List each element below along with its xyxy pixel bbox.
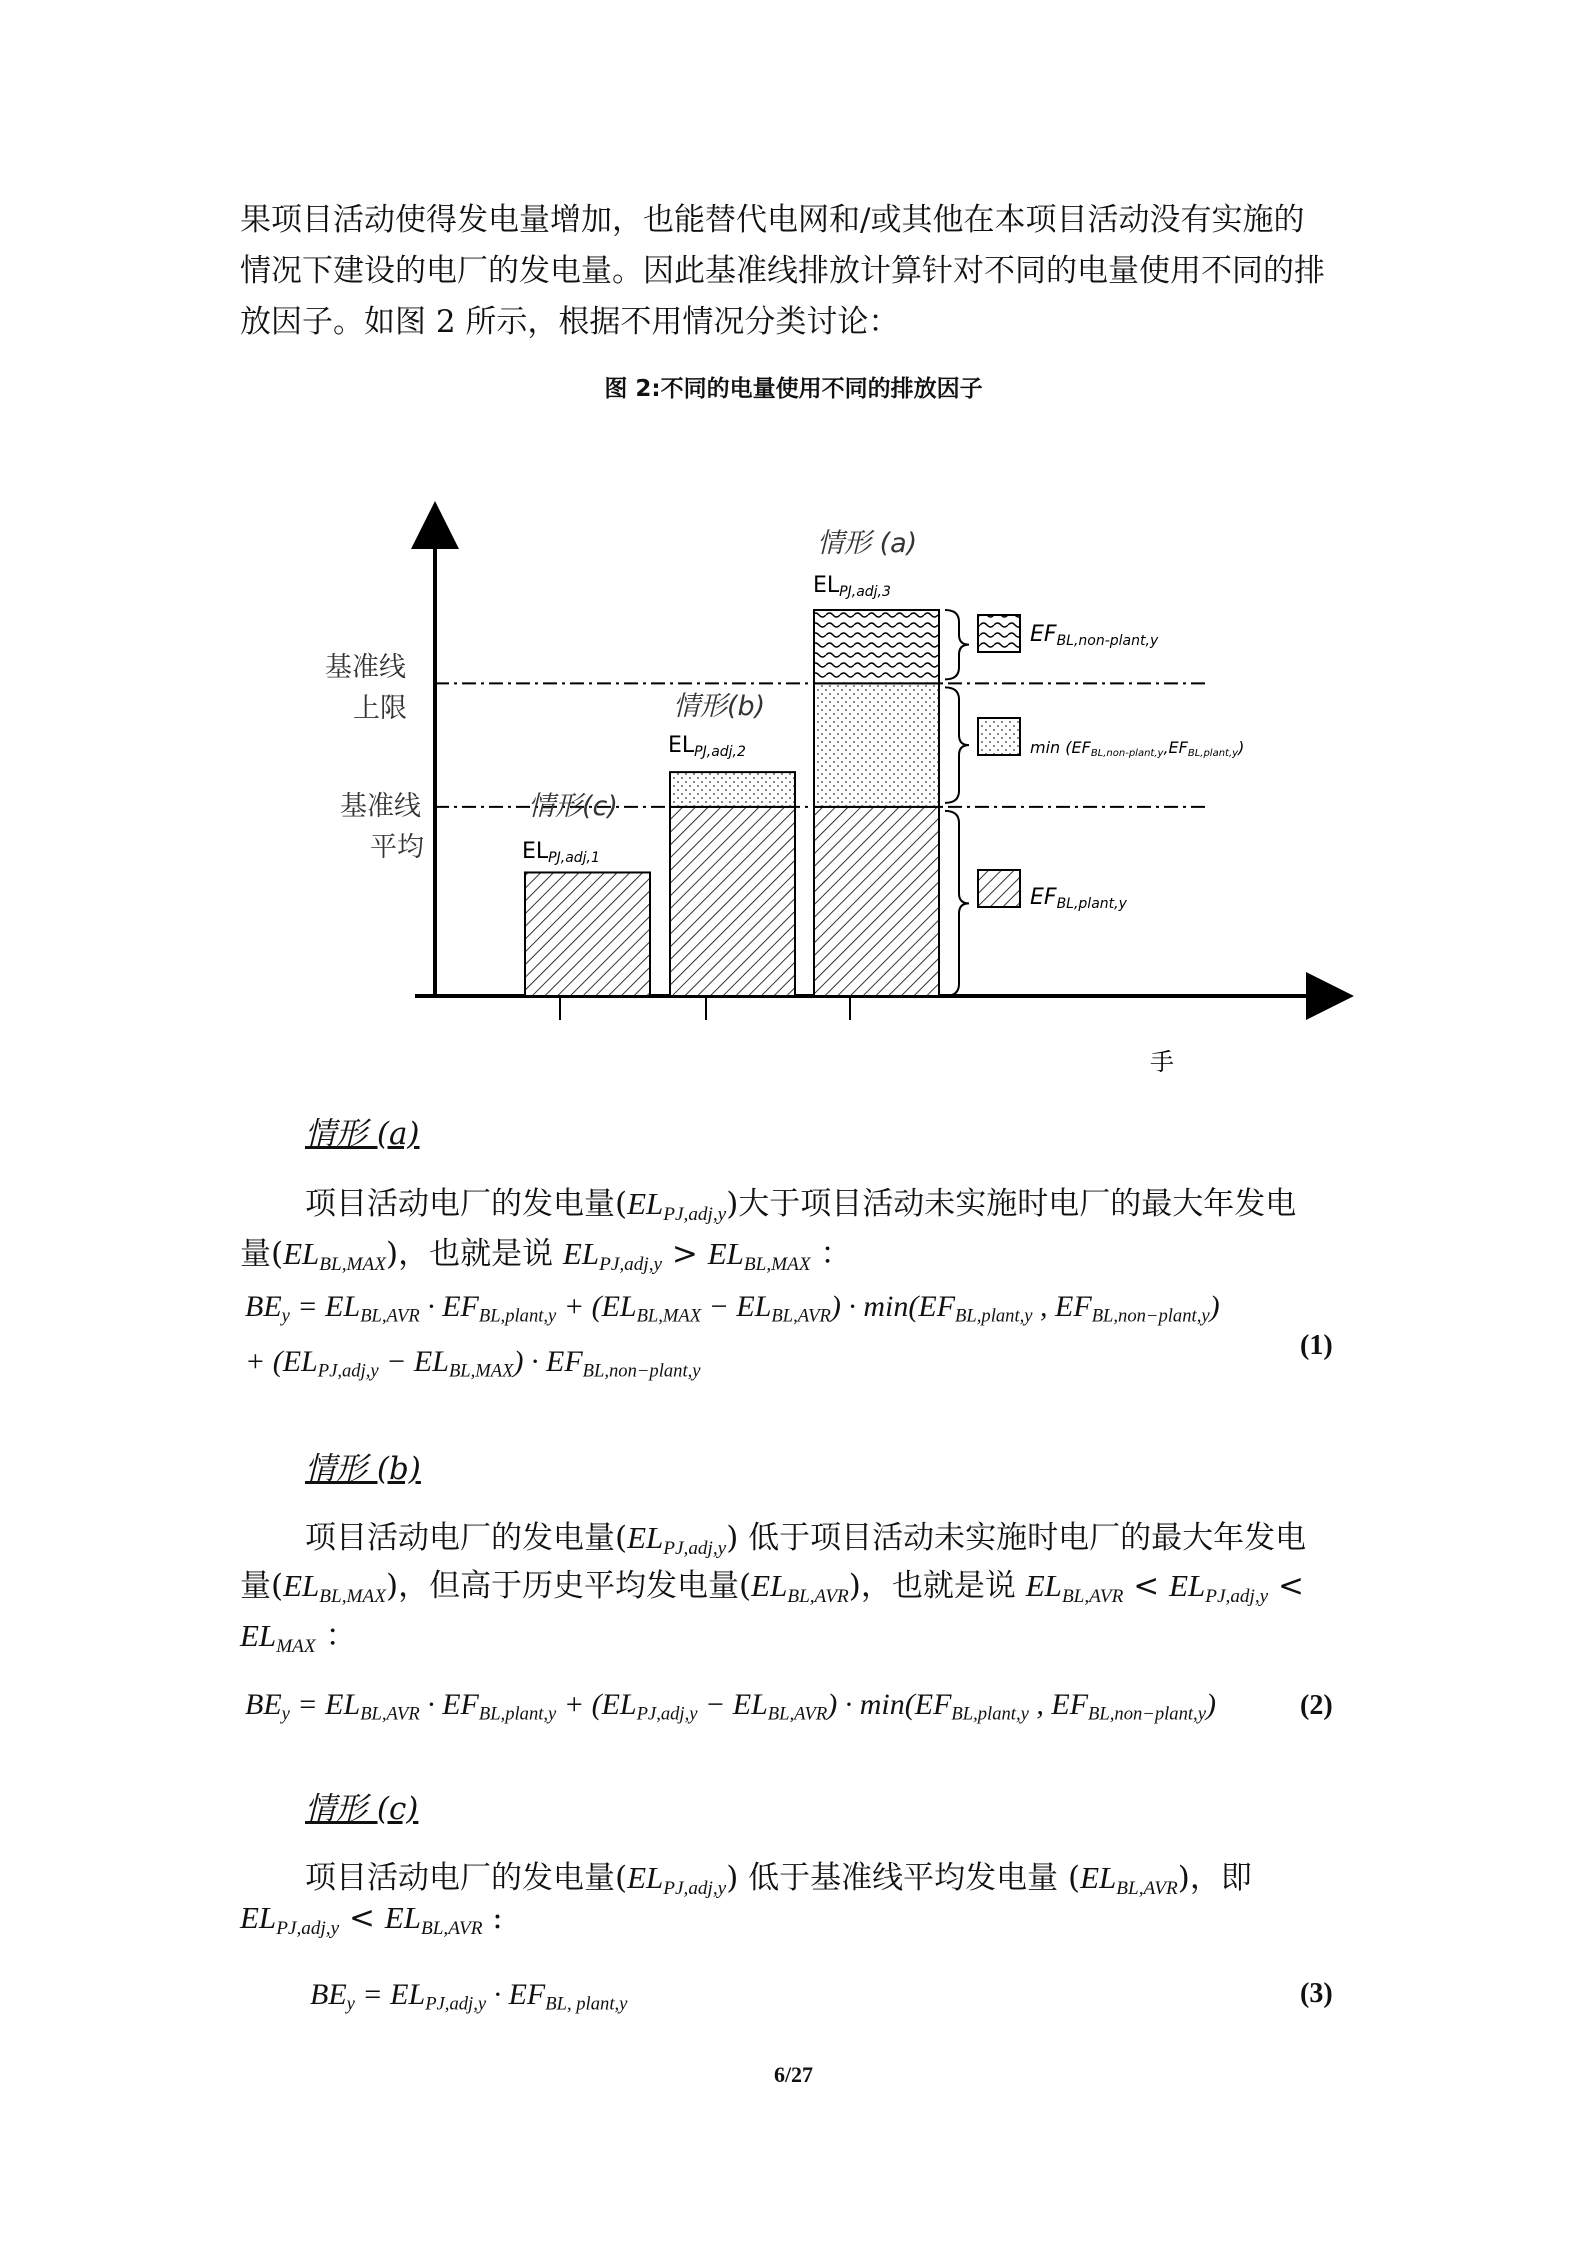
equation-2-number: (2) — [1300, 1690, 1333, 1721]
average-label-1: 基准线 — [340, 791, 421, 822]
bar-case-a-non-plant — [814, 610, 939, 683]
figure-case-a-label: 情形 (a) — [817, 528, 918, 559]
equation-3-number: (3) — [1300, 1978, 1333, 2009]
bar-case-b-plant — [670, 807, 795, 996]
bar-case-a-min — [814, 683, 939, 807]
case-a-text-1: 项目活动电厂的发电量$(EL_{PJ,adj,y})$大于项目活动未实施时电厂的最大年发电 — [305, 1186, 1297, 1225]
legend-label-min: min (EFBL,non-plant,y,EFBL,plant,y) — [1030, 738, 1245, 759]
legend-label-non-plant: EFBL,non-plant,y — [1030, 622, 1159, 649]
bar-case-a-plant — [814, 807, 939, 996]
emission-factor-figure — [0, 0, 1587, 1100]
el-label-2: ELPJ,adj,2 — [668, 733, 746, 760]
bar-case-c — [525, 872, 650, 996]
legend-swatch-min — [978, 718, 1020, 755]
legend-swatch-non-plant — [978, 615, 1020, 652]
equation-1-number: (1) — [1300, 1330, 1333, 1361]
case-c-text-1: 项目活动电厂的发电量$(EL_{PJ,adj,y})$ 低于基准线平均发电量 $(EL_{BL,AVR})$，即 — [305, 1860, 1252, 1899]
equation-1-line-2: + $(EL_{PJ,adj,y} - EL_{BL,MAX}) \cdot EF_{BL,non-plant,y}$ — [245, 1345, 701, 1382]
page-number: 6/27 — [773, 2062, 814, 2087]
brace-non-plant — [945, 610, 969, 679]
case-b-heading: 情形 (b) — [305, 1451, 421, 1487]
case-b-text-3: $EL_{MAX}$ ： — [240, 1618, 357, 1657]
equation-1-line-1: $BE_y = EL_{BL,AVR} \cdot EF_{BL,plant,y} + (EL_{BL,MAX} - EL_{BL,AVR}) \cdot \min(EF_{BL,plant,y}$ , $EF_{BL,non-plant,y}$) — [245, 1290, 1220, 1327]
brace-plant — [945, 811, 969, 996]
average-label-2: 平均 — [370, 832, 424, 863]
el-label-3: ELPJ,adj,3 — [813, 573, 891, 600]
case-c-heading: 情形 (c) — [305, 1791, 419, 1827]
intro-line-3: 放因子。如图 2 所示，根据不用情况分类讨论： — [240, 304, 900, 340]
figure-case-b-label: 情形(b) — [673, 691, 766, 722]
figure-caption: 图 2:不同的电量使用不同的排放因子 — [604, 376, 983, 402]
brace-min — [945, 687, 969, 803]
upper-label-2: 上限 — [353, 693, 407, 724]
case-c-text-2: $EL_{PJ,adj,y} < EL_{BL,AVR}$ : — [240, 1900, 503, 1939]
case-a-text-2: 量$(EL_{BL,MAX})$，也就是说 $EL_{PJ,adj,y} > EL_{BL,MAX}$ ： — [240, 1236, 852, 1275]
x-axis-label: 手 — [1150, 1048, 1174, 1076]
figure-case-c-label: 情形(c) — [528, 791, 618, 822]
bar-case-b-min — [670, 772, 795, 807]
intro-line-2: 情况下建设的电厂的发电量。因此基准线排放计算针对不同的电量使用不同的排 — [240, 253, 1325, 289]
upper-label-1: 基准线 — [325, 652, 406, 683]
el-label-1: ELPJ,adj,1 — [522, 839, 600, 866]
equation-3: $BE_y = EL_{PJ,adj,y} \cdot EF_{BL, plant,y}$ — [310, 1978, 628, 2015]
case-b-text-1: 项目活动电厂的发电量$(EL_{PJ,adj,y})$ 低于项目活动未实施时电厂的最大年发电 — [305, 1520, 1307, 1559]
case-a-heading: 情形 (a) — [305, 1116, 420, 1152]
equation-2: $BE_y = EL_{BL,AVR} \cdot EF_{BL,plant,y} + (EL_{PJ,adj,y} - EL_{BL,AVR}) \cdot \min(EF_{BL,plant,y}$ , $EF_{BL,non-plant,y}$) — [245, 1688, 1216, 1725]
intro-line-1: 果项目活动使得发电量增加，也能替代电网和/或其他在本项目活动没有实施的 — [240, 202, 1305, 238]
legend-label-plant: EFBL,plant,y — [1030, 885, 1127, 912]
case-b-text-2: 量$(EL_{BL,MAX})$，但高于历史平均发电量$(EL_{BL,AVR})$，也就是说 $EL_{BL,AVR} < EL_{PJ,adj,y}$ < — [240, 1568, 1305, 1607]
legend-swatch-plant — [978, 870, 1020, 907]
